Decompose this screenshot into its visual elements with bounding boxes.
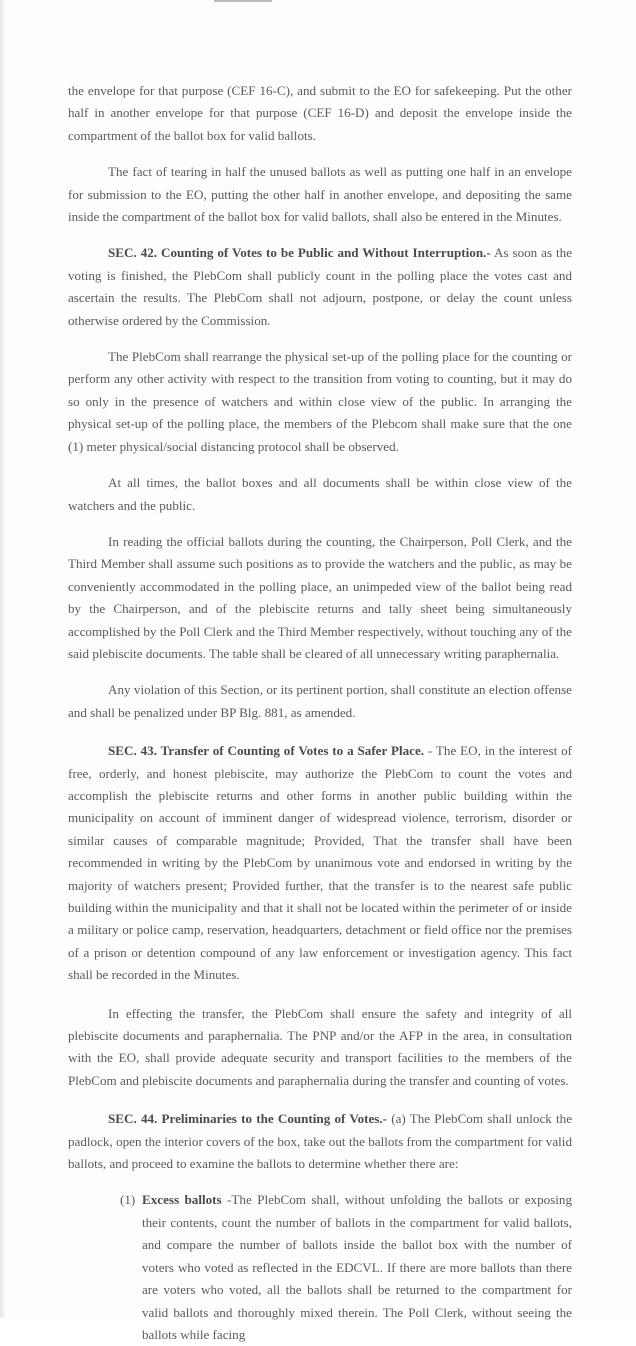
paragraph-text: (a) The PlebCom shall unlock the padlock, open the interior covers of the box, take out the ballots from the compartment for valid ballots, and proceed to examine the ballots to determine whether there are: [68,1111,573,1172]
list-item-excess-ballots [120,1189,572,1346]
paragraph-text: The fact of tearing in half the unused ballots as well as putting one half in an envelope for submission to the EO, putting the other half in another envelope, and depositing the same inside the compartment of the ballot box for valid ballots, shall also be entered in the Minutes. [68,164,572,225]
paragraph-violation [68,679,572,724]
section-heading: SEC. 42. Counting of Votes to be Public and Without Interruption.- [108,245,491,261]
paragraph-reading-ballots [68,531,572,665]
section-43 [68,740,572,986]
paragraph-effecting-transfer [68,1003,572,1093]
section-44 [68,1108,572,1175]
scan-edge-shadow [0,0,6,1318]
list-item-heading: Excess ballots [142,1192,222,1208]
paragraph-text: The PlebCom shall rearrange the physical set-up of the polling place for the counting or perform any other activity with respect to the transition from voting to counting, but it may do so only in the presence of watchers and within close view of the public. In arranging the physical set-up of the polling place, the members of the Plebcom shall make sure that the one (1) meter physical/social distancing protocol shall be observed. [68,349,572,454]
paragraph-text: the envelope for that purpose (CEF 16-C), and submit to the EO for safekeeping. Put the other half in another envelope for that purpose (CEF 16-D) and deposit the envelope inside the compartment of the ballot box for valid ballots. [68,83,572,143]
paragraph-text: In reading the official ballots during the counting, the Chairperson, Poll Clerk, and the Third Member shall assume such positions as to provide the watchers and the public, as may be conveniently accommodated in the polling place, an unimpeded view of the ballot being read by the Chairperson, and of the plebiscite returns and tally sheet being simultaneously accomplished by the Poll Clerk and the Third Member respectively, without touching any of the said plebiscite documents. The table shall be cleared of all unnecessary writing paraphernalia. [68,533,572,661]
paragraph-text: At all times, the ballot boxes and all documents shall be within close view of the watchers and the public. [68,475,572,513]
section-heading: SEC. 43. Transfer of Counting of Votes to a Safer Place. [108,743,425,759]
paragraph-text: - The EO, in the interest of free, orderly, and honest plebiscite, may authorize the PlebCom to count the votes and accomplish the plebiscite returns and other forms in another public building within the municipality on account of imminent danger of widespread violence, terrorism, disorder or similar causes of comparable magnitude; Provided, That the transfer shall have been recommended in writing by the PlebCom by unanimous vote and endorsed in writing by the majority of watchers present; Provided further, that the transfer is to the nearest safe public building within the municipality and that it shall not be located within the perimeter of or inside a military or police camp, reservation, headquarters, detachment or field office nor the premises of a prison or detention compound of any law enforcement or investigation agency. This fact shall be recorded in the Minutes. [68,743,572,983]
paragraph-text: Any violation of this Section, or its pertinent portion, shall constitute an election offense and shall be penalized under BP Blg. 881, as amended. [68,682,572,720]
paragraph-ballot-boxes-view [68,472,572,517]
paragraph-envelope [68,80,572,147]
top-divider-line [214,0,272,2]
section-heading: SEC. 44. Preliminaries to the Counting of Votes.- [108,1111,388,1127]
paragraph-text: In effecting the transfer, the PlebCom shall ensure the safety and integrity of all plebiscite documents and paraphernalia. The PNP and/or the AFP in the area, in consultation with the EO, shall provide adequate security and transport facilities to the members of the PlebCom and plebiscite documents and paraphernalia during the transfer and counting of votes. [68,1005,572,1088]
document-body [68,80,572,1346]
paragraph-tearing-ballots [68,161,572,228]
list-item-text: -The PlebCom shall, without unfolding the ballots or exposing their contents, count the number of ballots in the compartment for valid ballots, and compare the number of ballots inside the ballot box with the number of voters who voted as reflected in the EDCVL. If there are more ballots than there are voters who voted, all the ballots shall be returned to the compartment for valid ballots and thoroughly mixed therein. The Poll Clerk, without seeing the ballots while facing [142,1192,572,1342]
paragraph-text: As soon as the voting is finished, the PlebCom shall publicly count in the polling place the votes cast and ascertain the results. The PlebCom shall not adjourn, postpone, or delay the count unless otherwise ordered by the Commission. [68,245,572,328]
list-item-number: (1) [120,1192,136,1208]
paragraph-rearrange-setup [68,346,572,458]
section-42 [68,242,572,332]
